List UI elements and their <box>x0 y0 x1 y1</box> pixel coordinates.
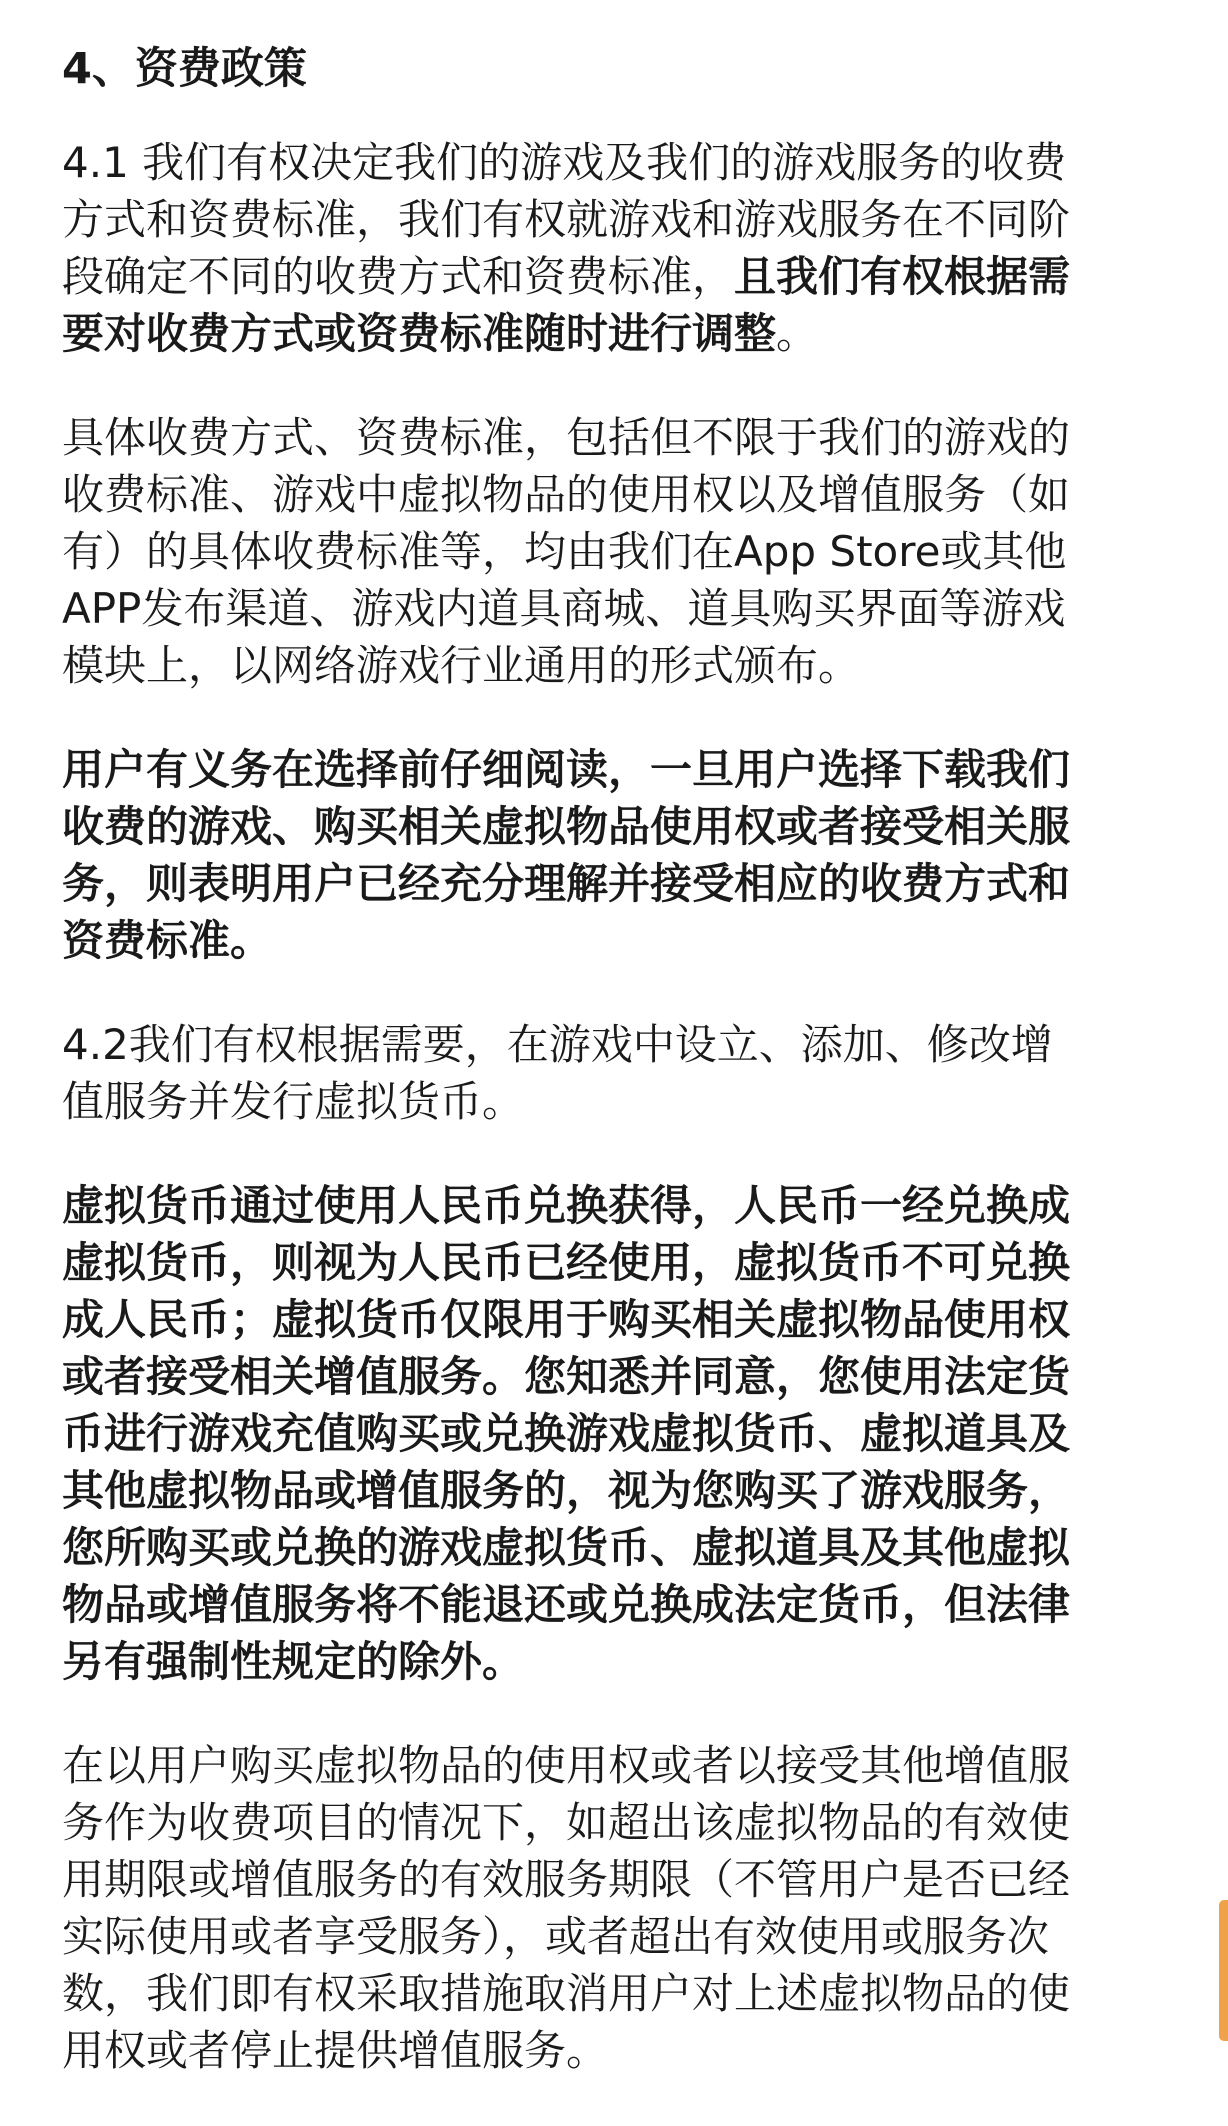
text-line: 资费标准。 <box>62 916 273 965</box>
text-line: 用期限或增值服务的有效服务期限（不管用户是否已经 <box>62 1855 1071 1904</box>
text-line: 用权或者停止提供增值服务。 <box>62 2026 609 2075</box>
paragraph-virtual-currency <box>62 1177 1170 1690</box>
section-heading: 4、资费政策 <box>62 44 307 94</box>
text-line: 收费的游戏、购买相关虚拟物品使用权或者接受相关服 <box>62 802 1071 851</box>
text-line: 数，我们即有权采取措施取消用户对上述虚拟物品的使 <box>62 1969 1071 2018</box>
text-line: 方式和资费标准，我们有权就游戏和游戏服务在不同阶 <box>62 195 1071 244</box>
text-line: 虚拟货币通过使用人民币兑换获得，人民币一经兑换成 <box>62 1181 1071 1230</box>
text-line: APP发布渠道、游戏内道具商城、道具购买界面等游戏 <box>62 584 1066 633</box>
document-body <box>62 36 1170 2126</box>
text-line: 您所购买或兑换的游戏虚拟货币、虚拟道具及其他虚拟 <box>62 1523 1071 1572</box>
text-line: 物品或增值服务将不能退还或兑换成法定货币，但法律 <box>62 1580 1071 1629</box>
bold-text-span: 且我们有权根据需 <box>734 252 1071 301</box>
text-line: 具体收费方式、资费标准，包括但不限于我们的游戏的 <box>62 413 1071 462</box>
paragraph-user-obligation <box>62 741 1170 969</box>
paragraph-4-2 <box>62 1016 1170 1130</box>
text-line: 币进行游戏充值购买或兑换游戏虚拟货币、虚拟道具及 <box>62 1409 1071 1458</box>
text-line: 其他虚拟物品或增值服务的，视为您购买了游戏服务， <box>62 1466 1071 1515</box>
paragraph-service-expiry <box>62 1737 1170 2079</box>
text-line: 成人民币；虚拟货币仅限用于购买相关虚拟物品使用权 <box>62 1295 1071 1344</box>
text-line: 另有强制性规定的除外。 <box>62 1637 525 1686</box>
text-line: 模块上，以网络游戏行业通用的形式颁布。 <box>62 641 861 690</box>
text-line: 收费标准、游戏中虚拟物品的使用权以及增值服务（如 <box>62 470 1071 519</box>
text-line: 值服务并发行虚拟货币。 <box>62 1077 525 1126</box>
paragraph-fee-details <box>62 409 1170 694</box>
paragraph-4-1 <box>62 134 1170 362</box>
text-line <box>62 305 1170 362</box>
text-line: 或者接受相关增值服务。您知悉并同意，您使用法定货 <box>62 1352 1071 1401</box>
text-line: 务，则表明用户已经充分理解并接受相应的收费方式和 <box>62 859 1071 908</box>
text-line: 用户有义务在选择前仔细阅读，一旦用户选择下载我们 <box>62 745 1071 794</box>
text-line: 务作为收费项目的情况下，如超出该虚拟物品的有效使 <box>62 1798 1071 1847</box>
text-line: 4.2我们有权根据需要，在游戏中设立、添加、修改增 <box>62 1020 1053 1069</box>
bold-text-span: 要对收费方式或资费标准随时进行调整 <box>62 309 777 358</box>
scrollbar-thumb[interactable] <box>1219 1900 1228 2041</box>
text-line <box>62 248 1170 305</box>
text-line: 在以用户购买虚拟物品的使用权或者以接受其他增值服 <box>62 1741 1071 1790</box>
text-line: 虚拟货币，则视为人民币已经使用，虚拟货币不可兑换 <box>62 1238 1071 1287</box>
text-line: 4.1 我们有权决定我们的游戏及我们的游戏服务的收费 <box>62 138 1067 187</box>
text-span: 。 <box>776 309 819 358</box>
text-line: 实际使用或者享受服务），或者超出有效使用或服务次 <box>62 1912 1050 1961</box>
text-span: 段确定不同的收费方式和资费标准， <box>62 252 735 301</box>
text-line: 有）的具体收费标准等，均由我们在App Store或其他 <box>62 527 1067 576</box>
